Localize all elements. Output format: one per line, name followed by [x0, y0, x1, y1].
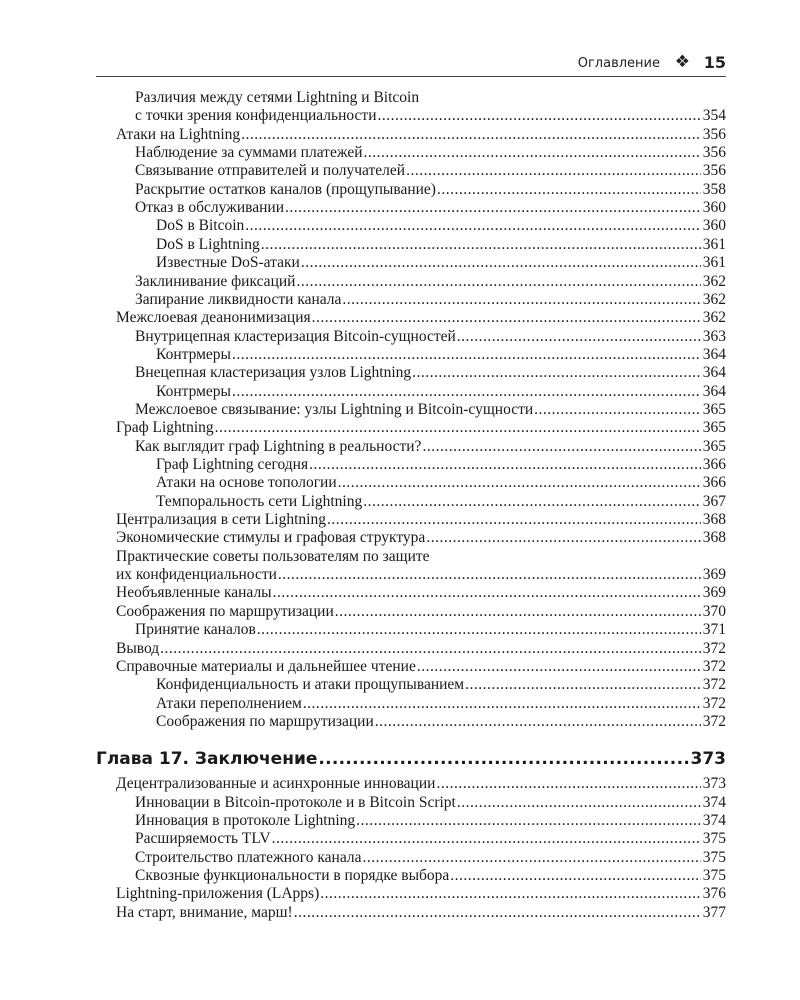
leader-dots — [272, 584, 701, 602]
toc-entry-page: 365 — [702, 419, 726, 437]
toc-entry-title: Справочные материалы и дальнейшее чтение — [116, 657, 416, 675]
toc-entry-page: 356 — [702, 144, 726, 162]
leader-dots — [411, 364, 701, 382]
leader-dots — [260, 236, 701, 254]
leader-dots — [362, 493, 701, 511]
leader-dots — [159, 640, 701, 658]
toc-entry — [135, 401, 726, 419]
toc-entry-title: Инновации в Bitcoin-протоколе и в Bitcoin Script — [135, 793, 456, 811]
toc-entry-page: 364 — [702, 345, 726, 363]
toc-entry — [156, 217, 726, 235]
toc-entry — [116, 658, 726, 676]
running-header — [96, 50, 726, 77]
toc-entry-page: 375 — [702, 848, 726, 866]
leader-dots — [449, 867, 700, 885]
toc-entry-title: Наблюдение за суммами платежей — [135, 144, 363, 162]
leader-dots — [319, 885, 701, 903]
leader-dots — [317, 748, 688, 770]
toc-entry-title: Внутрицепная кластеризация Bitcoin-сущностей — [135, 327, 456, 345]
leader-dots — [231, 383, 701, 401]
toc-entry-page: 375 — [702, 867, 726, 884]
toc-entry — [135, 181, 726, 199]
toc-entry-page: 363 — [702, 327, 726, 345]
toc-entry-page: 366 — [702, 456, 726, 473]
toc-entry — [135, 291, 726, 309]
leader-dots — [271, 830, 701, 848]
toc-entry — [156, 236, 726, 254]
toc-entry-title: Атаки на Lightning — [116, 125, 241, 143]
toc-entry-title: с точки зрения конфиденциальности — [135, 107, 377, 125]
toc-entry — [116, 419, 726, 437]
toc-entry-page: 367 — [702, 492, 726, 510]
toc-entry-page: 364 — [702, 364, 726, 382]
toc-entry — [156, 676, 726, 694]
chapter-heading — [96, 748, 726, 770]
leader-dots — [311, 309, 701, 327]
leader-dots — [293, 904, 701, 922]
leader-dots — [295, 273, 700, 291]
toc-entry-title: Связывание отправителей и получателей — [135, 162, 406, 180]
leader-dots — [214, 419, 701, 437]
leader-dots — [308, 456, 701, 474]
toc-entry-page: 356 — [702, 162, 726, 180]
toc-entry — [156, 474, 726, 492]
toc-entry-page: 366 — [702, 474, 726, 492]
toc-entry-title: Граф Lightning сегодня — [156, 456, 309, 473]
leader-dots — [363, 144, 701, 162]
toc-entry — [135, 830, 726, 848]
toc-entry — [156, 383, 726, 401]
leader-dots — [337, 474, 701, 492]
toc-entry-page: 371 — [702, 621, 726, 639]
toc-entry-title: Граф Lightning — [116, 419, 214, 437]
toc-entry — [135, 89, 726, 107]
toc-entry — [135, 199, 726, 217]
toc-entry-title: DoS в Lightning — [156, 235, 260, 253]
toc-entry-page: 362 — [702, 290, 726, 308]
leader-dots — [355, 812, 701, 830]
toc-entry-page: 370 — [702, 602, 726, 620]
page-number: 15 — [703, 53, 726, 72]
toc-entry — [116, 885, 726, 903]
toc-entry-page: 368 — [702, 529, 726, 547]
toc-entry — [156, 493, 726, 511]
toc-entry-page: 365 — [702, 437, 726, 455]
toc-entry-title: Инновация в протоколе Lightning — [135, 811, 356, 829]
toc-entry — [116, 548, 726, 566]
toc-entry-title: Отказ в обслуживании — [135, 199, 285, 217]
leader-dots — [341, 291, 700, 309]
toc-entry-page: 361 — [702, 235, 726, 253]
toc-entry-title: Строительство платежного канала — [135, 848, 362, 866]
toc-entry — [116, 603, 726, 621]
toc-entry-title: Внецепная кластеризация узлов Lightning — [135, 364, 412, 382]
leader-dots — [300, 254, 701, 272]
leader-dots — [361, 849, 700, 867]
toc-entry — [116, 775, 726, 793]
leader-dots — [244, 217, 700, 235]
toc-entry — [135, 849, 726, 867]
toc-entry-page: 358 — [702, 180, 726, 198]
toc-entry-page: 374 — [702, 811, 726, 829]
toc-entry-title: Атаки на основе топологии — [156, 474, 337, 492]
toc-entry-title: Контрмеры — [156, 382, 231, 400]
toc-entry-title: Соображения по маршрутизации — [116, 602, 334, 620]
toc-entry — [135, 621, 726, 639]
toc-entry — [116, 126, 726, 144]
toc-entry-page: 372 — [702, 676, 726, 694]
toc-entry — [135, 144, 726, 162]
toc-entry-title: Необъявленные каналы — [116, 584, 272, 602]
toc-entry — [135, 867, 726, 885]
toc-entry-page: 377 — [702, 903, 726, 921]
toc-entry-page: 368 — [702, 511, 726, 529]
toc-entry-title: Экономические стимулы и графовая структура — [116, 529, 426, 547]
toc-entry — [116, 584, 726, 602]
toc-entry — [135, 107, 726, 125]
toc-entry — [156, 254, 726, 272]
toc-entry-title: Запирание ликвидности канала — [135, 290, 342, 308]
toc-entry — [156, 695, 726, 713]
leader-dots — [284, 199, 701, 217]
toc-entry-title: Децентрализованные и асинхронные инновации — [116, 775, 436, 793]
toc-entry-page: 372 — [702, 712, 726, 730]
toc-entry — [116, 566, 726, 584]
toc-entry-page: 360 — [702, 199, 726, 217]
leader-dots — [456, 328, 701, 346]
toc-entry-title: Темпоральность сети Lightning — [156, 492, 363, 510]
leader-dots — [231, 346, 701, 364]
toc-entry-title: Как выглядит граф Lightning в реальности? — [135, 437, 422, 455]
toc-entry — [116, 904, 726, 922]
toc-entry-title: DoS в Bitcoin — [156, 217, 245, 235]
toc-entry — [135, 812, 726, 830]
toc-entry-page: 354 — [702, 107, 726, 125]
toc-entry-page: 362 — [702, 309, 726, 327]
leader-dots — [435, 775, 700, 793]
toc-entry — [116, 309, 726, 327]
toc-entry — [156, 346, 726, 364]
toc-entry-page: 365 — [702, 400, 726, 418]
toc-entry — [156, 456, 726, 474]
section-title: Оглавление — [577, 56, 660, 71]
leader-dots — [277, 566, 701, 584]
toc-entry-title: Межслоевое связывание: узлы Lightning и Bitcoin-сущности — [135, 400, 534, 418]
toc-entry — [135, 364, 726, 382]
toc-entry-title: На старт, внимание, марш! — [116, 903, 293, 921]
ornament-icon: ❖ — [674, 52, 690, 72]
toc-entry-title: Соображения по маршрутизации — [156, 712, 374, 730]
toc-entry-title: Lightning-приложения (LApps) — [116, 885, 320, 903]
toc-entry — [116, 529, 726, 547]
toc-entry-page: 360 — [702, 217, 726, 235]
toc-entry — [135, 438, 726, 456]
leader-dots — [416, 658, 701, 676]
toc-entry-page: 356 — [702, 125, 726, 143]
leader-dots — [377, 107, 701, 125]
toc-entry-page: 369 — [702, 566, 726, 584]
toc-entry-title: Конфиденциальность и атаки прощупыванием — [156, 676, 465, 694]
toc-entry-title: Вывод — [116, 639, 160, 657]
toc-entry — [116, 511, 726, 529]
toc-entry-page: 376 — [702, 885, 726, 903]
toc-entry-page: 373 — [690, 749, 726, 770]
leader-dots — [334, 603, 701, 621]
leader-dots — [374, 713, 701, 731]
leader-dots — [425, 529, 700, 547]
toc-entry-title: Атаки переполнением — [156, 694, 302, 712]
leader-dots — [240, 126, 701, 144]
toc-entry-page: 362 — [702, 272, 726, 290]
toc-entry-title: их конфиденциальности — [116, 566, 277, 584]
toc-entry-page: 372 — [702, 694, 726, 712]
leader-dots — [464, 676, 701, 694]
leader-dots — [436, 181, 701, 199]
toc-entry-page: 369 — [702, 584, 726, 602]
toc-entry — [135, 328, 726, 346]
leader-dots — [533, 401, 701, 419]
leader-dots — [256, 621, 701, 639]
leader-dots — [326, 511, 701, 529]
toc-entry-title: Практические советы пользователям по защите — [116, 547, 430, 565]
toc-entry-title: Централизация в сети Lightning — [116, 511, 326, 529]
toc-entry-title: Расширяемость TLV — [135, 830, 271, 848]
toc-entry — [135, 273, 726, 291]
toc-entry — [135, 794, 726, 812]
toc-entry-title: Контрмеры — [156, 345, 231, 363]
leader-dots — [456, 794, 701, 812]
toc-entry — [116, 640, 726, 658]
toc-entry-page: 364 — [702, 382, 726, 400]
toc-entry-title: Заклинивание фиксаций — [135, 272, 296, 290]
toc-entry-title: Глава 17. Заключение — [96, 749, 318, 770]
toc-entry-title: Принятие каналов — [135, 621, 256, 639]
toc-entry-title: Сквозные функциональности в порядке выбора — [135, 867, 450, 884]
toc-entry-page: 361 — [702, 254, 726, 272]
toc-entry — [135, 162, 726, 180]
toc-entry-title: Межслоевая деанонимизация — [116, 309, 311, 327]
toc-entry-page: 373 — [702, 775, 726, 793]
toc-entry-page: 372 — [702, 657, 726, 675]
toc-entry-page: 372 — [702, 639, 726, 657]
leader-dots — [421, 438, 700, 456]
toc-entry-title: Раскрытие остатков каналов (прощупывание) — [135, 180, 436, 198]
leader-dots — [405, 162, 701, 180]
toc-entry-title: Различия между сетями Lightning и Bitcoin — [135, 89, 420, 106]
toc-entry — [156, 713, 726, 731]
toc-entry-title: Известные DoS-атаки — [156, 254, 300, 272]
toc-entry-page: 374 — [702, 793, 726, 811]
toc-entry-page: 375 — [702, 830, 726, 848]
leader-dots — [302, 695, 701, 713]
